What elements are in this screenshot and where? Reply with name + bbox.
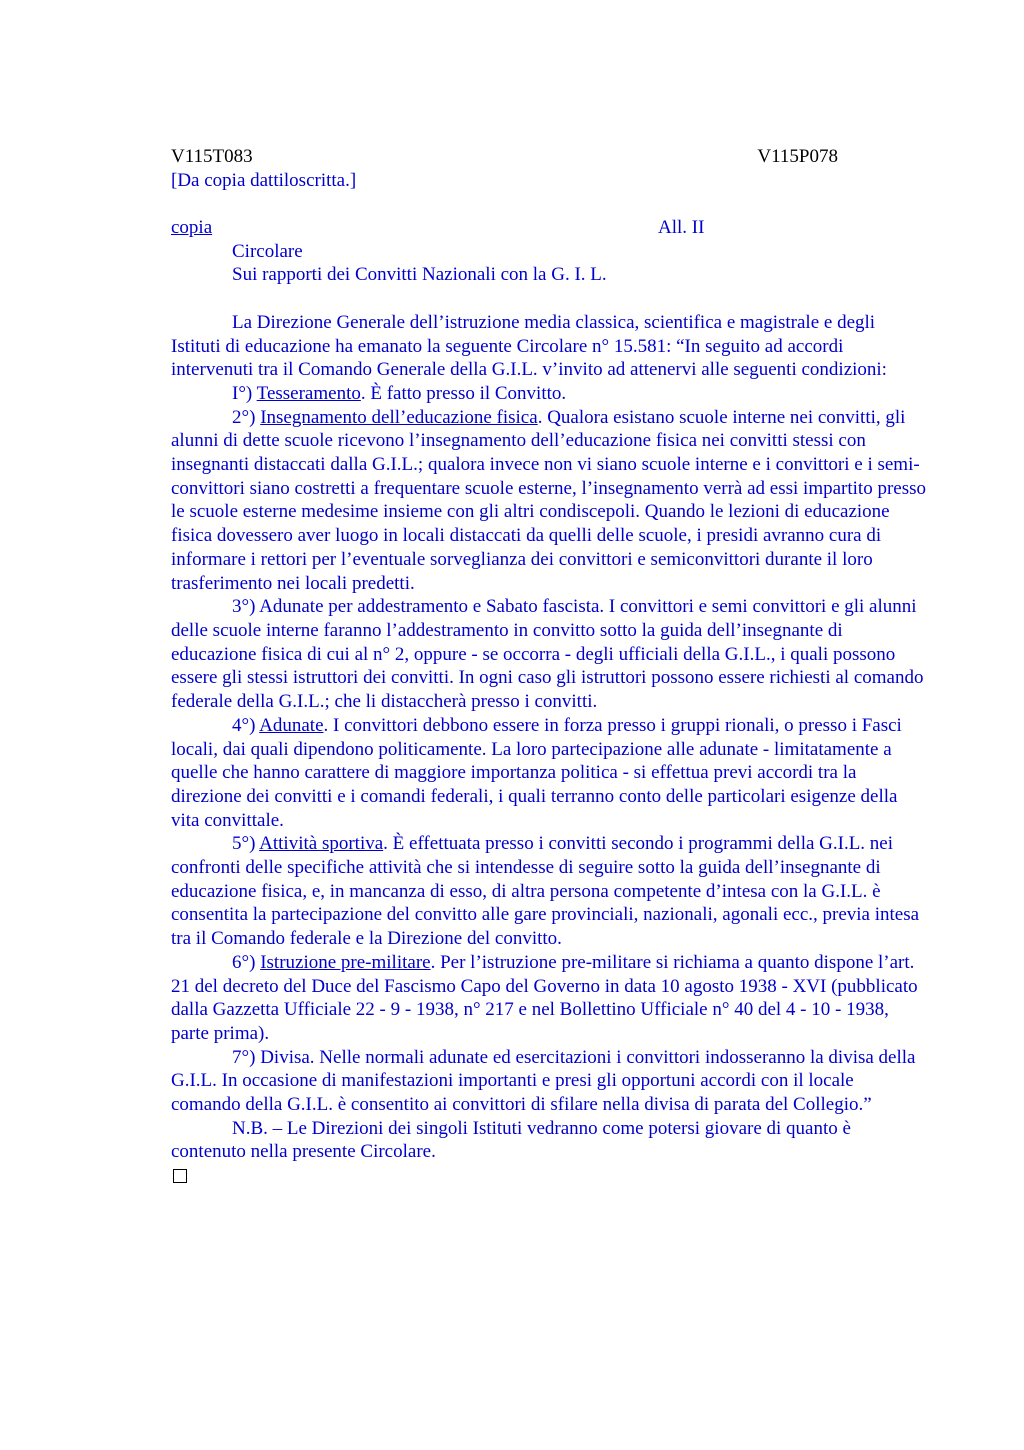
list-item <box>171 1046 926 1117</box>
item-number: 6°) <box>232 951 261 973</box>
item-number: I°) <box>232 382 257 404</box>
document-page <box>171 145 926 1183</box>
item-title: Insegnamento dell’educazione fisica <box>260 406 538 428</box>
item-title: Tesseramento <box>256 382 361 404</box>
item-number: 2°) <box>232 406 261 428</box>
spacer <box>171 192 926 216</box>
doc-subject: Sui rapporti dei Convitti Nazionali con la G. I. L. <box>232 264 607 286</box>
item-body: Divisa. Nelle normali adunate ed esercitazioni i convittori indosseranno la divisa della G.I.L. In occasione di manifestazioni importanti e presi gli opportuni accordi con il locale comando della G.I.L. è consentito ai convittori di sfilare nella divisa di parata del Collegio.” <box>171 1046 916 1116</box>
nb-paragraph: N.B. – Le Direzioni dei singoli Istituti vedranno come potersi giovare di quanto è contenuto nella presente Circolare. <box>171 1117 851 1163</box>
item-title: Attività sportiva <box>259 833 384 855</box>
list-item <box>171 595 926 714</box>
end-square-icon <box>173 1169 187 1183</box>
list-item <box>171 382 926 406</box>
item-body: Adunate per addestramento e Sabato fascista. I convittori e semi convittori e gli alunni delle scuole interne faranno l’addestramento in convitto sotto la guida dell’insegnante di educazione fisica di cui al n° 2, oppure - se occorra - degli ufficiali della G.I.L., i quali possono essere gli stessi istruttori dei convitti. In ogni caso gli istruttori possono essere richiesti al comando federale della G.I.L.; che li distaccherà presso i convitti. <box>171 596 924 713</box>
item-body: . I convittori debbono essere in forza presso i gruppi rionali, o presso i Fasci locali, dai quali dipendono politicamente. La loro partecipazione alle adunate - limitatamente a quelle che hanno carattere di maggiore importanza politica - si effettua previ accordi tra la direzione dei convitti e i comandi federali, i quali terranno conto delle particolari esigenze della vita convittale. <box>171 714 902 831</box>
doc-type: Circolare <box>232 240 303 262</box>
item-number: 5°) <box>232 833 260 855</box>
item-number: 4°) <box>232 714 260 736</box>
item-body: . È fatto presso il Convitto. <box>360 382 567 404</box>
item-body: . Qualora esistano scuole interne nei convitti, gli alunni di dette scuole ricevono l’insegnamento dell’educazione fisica nei convitti stessi con insegnanti distaccati dalla G.I.L.; qualora invece non vi siano scuole interne e i convittori e i semi-convittori siano costretti a frequentare scuole esterne, l’insegnamento verrà ad essi impartito presso le scuole esterne medesime insieme con gli altri condiscepoli. Quando le lezioni di educazione fisica dovessero aver luogo in locali distaccati da quelli delle scuole, i presidi avranno cura di informare i rettori per l’eventuale sorveglianza dei convittori e semiconvittori durante il loro trasferimento nei locali predetti. <box>171 406 926 594</box>
list-item <box>171 714 926 833</box>
document-id-row <box>171 145 926 169</box>
item-body: . È effettuata presso i convitti secondo i programmi della G.I.L. nei confronti delle specifiche attività che si intendesse di seguire sotto la guida dell’insegnante di educazione fisica, e, in mancanza di esso, di altra persona competente d’intesa con la G.I.L. è consentita la partecipazione del convitto alle gare provinciali, nazionali, agonali ecc., previa intesa tra il Comando federale e la Direzione del convitto. <box>171 833 920 950</box>
list-item <box>171 406 926 596</box>
right-document-id: V115P078 <box>757 146 838 167</box>
list-item <box>171 832 926 951</box>
spacer <box>171 287 926 311</box>
allegato-label: All. II <box>658 217 705 239</box>
copia-row <box>171 216 926 240</box>
item-title: Adunate <box>259 714 324 736</box>
left-document-id: V115T083 <box>171 146 253 167</box>
item-title: Istruzione pre-militare <box>260 951 431 973</box>
source-note: [Da copia dattiloscritta.] <box>171 169 357 191</box>
intro-paragraph: La Direzione Generale dell’istruzione media classica, scientifica e magistrale e degli Istituti di educazione ha emanato la seguente Circolare n° 15.581: “In seguito ad accordi intervenuti tra il Comando Generale della G.I.L. v’invito ad attenervi alle seguenti condizioni: <box>171 311 887 381</box>
list-item <box>171 951 926 1046</box>
copia-label: copia <box>171 217 213 239</box>
item-body: . Per l’istruzione pre-militare si richiama a quanto dispone l’art. 21 del decreto del Duce del Fascismo Capo del Governo in data 10 agosto 1938 - XVI (pubblicato dalla Gazzetta Ufficiale 22 - 9 - 1938, n° 217 e nel Bollettino Ufficiale n° 40 del 4 - 10 - 1938, parte prima). <box>171 951 918 1044</box>
item-number: 7°) <box>232 1046 261 1068</box>
item-number: 3°) <box>232 596 260 618</box>
